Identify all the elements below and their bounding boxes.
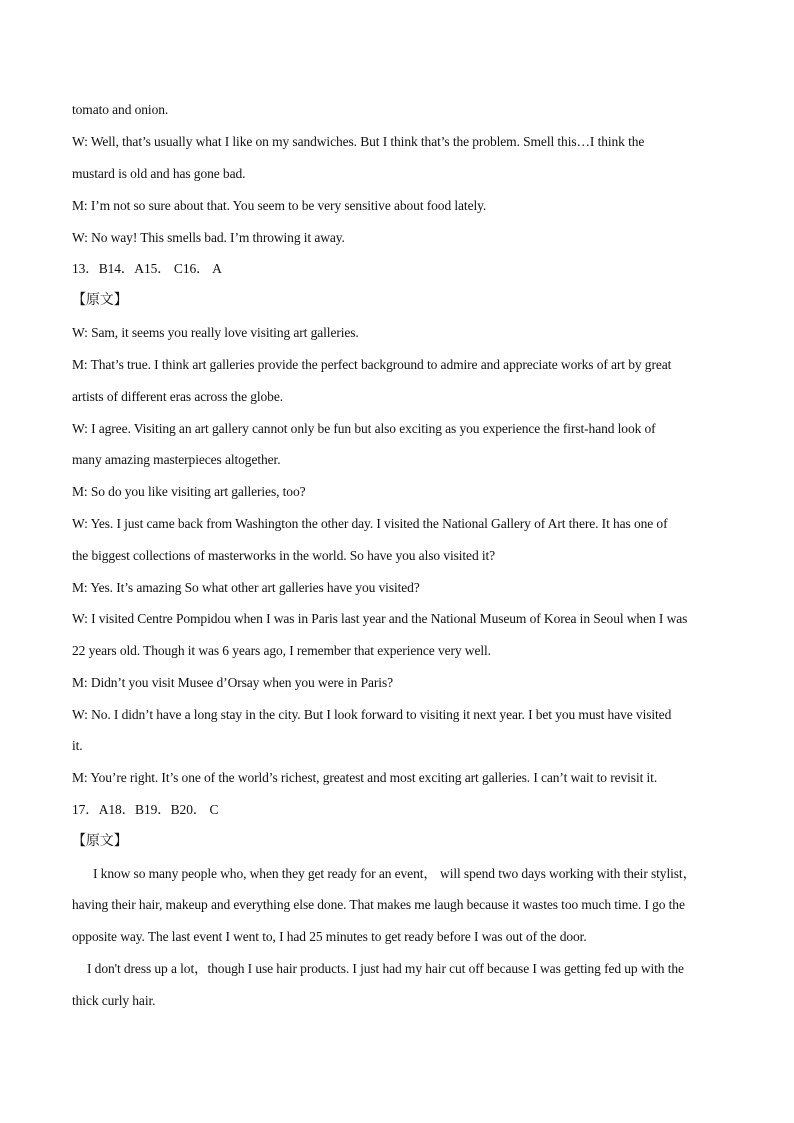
- section-label: 【原文】: [72, 834, 128, 849]
- text-line: the biggest collections of masterworks in the world. So have you also visited it?: [72, 548, 496, 563]
- text-line: W: I agree. Visiting an art gallery cannot only be fun but also exciting as you experience the first-hand look of: [72, 421, 656, 436]
- text-line: M: Yes. It’s amazing So what other art galleries have you visited?: [72, 580, 420, 595]
- text-line: W: Well, that’s usually what I like on my sandwiches. But I think that’s the problem. Smell this…I think the: [72, 134, 645, 149]
- text-line: 22 years old. Though it was 6 years ago, I remember that experience very well.: [72, 643, 491, 658]
- text-line: M: That’s true. I think art galleries provide the perfect background to admire and appreciate works of art by great: [72, 357, 672, 372]
- text-line: W: Yes. I just came back from Washington the other day. I visited the National Gallery of Art there. It has one of: [72, 516, 668, 531]
- text-line: artists of different eras across the globe.: [72, 389, 284, 404]
- text-line: M: You’re right. It’s one of the world’s richest, greatest and most exciting art galleries. I can’t wait to revisit it.: [72, 770, 658, 785]
- answer-key-line: 17．A18．B19．B20． C: [72, 802, 219, 817]
- text-line: W: No way! This smells bad. I’m throwing it away.: [72, 230, 345, 245]
- text-line: I don't dress up a lot，though I use hair products. I just had my hair cut off because I was getting fed up with the: [87, 961, 684, 976]
- text-line: M: Didn’t you visit Musee d’Orsay when you were in Paris?: [72, 675, 394, 690]
- text-line: tomato and onion.: [72, 102, 169, 117]
- answer-key-line: 13．B14．A15． C16． A: [72, 261, 222, 276]
- text-line: opposite way. The last event I went to, I had 25 minutes to get ready before I was out of the door.: [72, 929, 587, 944]
- text-line: W: I visited Centre Pompidou when I was in Paris last year and the National Museum of Korea in Seoul when I was: [72, 611, 688, 626]
- text-line: M: I’m not so sure about that. You seem to be very sensitive about food lately.: [72, 198, 487, 213]
- text-line: I know so many people who, when they get ready for an event， will spend two days working with their stylist，: [93, 866, 696, 881]
- text-line: thick curly hair.: [72, 993, 156, 1008]
- text-line: mustard is old and has gone bad.: [72, 166, 246, 181]
- section-label: 【原文】: [72, 293, 128, 308]
- text-line: W: No. I didn’t have a long stay in the city. But I look forward to visiting it next year. I bet you must have visited: [72, 707, 672, 722]
- text-line: many amazing masterpieces altogether.: [72, 452, 281, 467]
- text-line: W: Sam, it seems you really love visiting art galleries.: [72, 325, 359, 340]
- text-line: M: So do you like visiting art galleries, too?: [72, 484, 306, 499]
- text-line: having their hair, makeup and everything else done. That makes me laugh because it wastes too much time. I go the: [72, 897, 685, 912]
- text-line: it.: [72, 738, 83, 753]
